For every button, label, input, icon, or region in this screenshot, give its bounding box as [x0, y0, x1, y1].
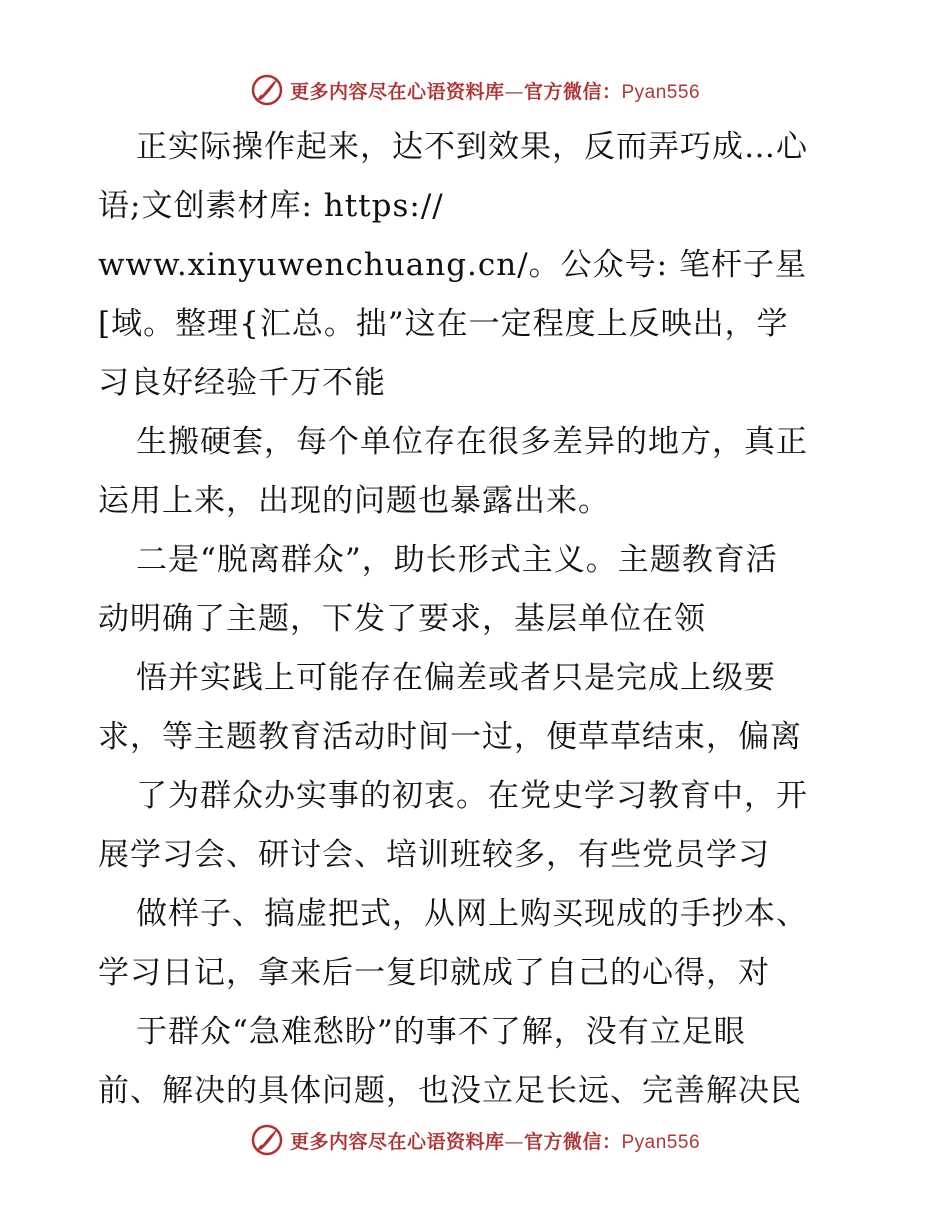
body-line-11: 求，等主题教育活动时间一过，便草草结束，偏离 [98, 719, 802, 755]
footer-banner-wechat-id: Pyan556 [621, 1131, 701, 1153]
body-line-13: 展学习会、研讨会、培训班较多，有些党员学习 [98, 837, 770, 873]
header-banner-label: 官方微信： [523, 80, 622, 103]
footer-banner-separator: — [504, 1130, 524, 1153]
body-line-15: 学习日记，拿来后一复印就成了自己的心得，对 [98, 955, 770, 991]
quill-logo-icon [250, 1123, 284, 1157]
body-line-7: 运用上来，出现的问题也暴露出来。 [98, 483, 610, 519]
footer-watermark-banner [0, 1120, 950, 1160]
body-line-10: 悟并实践上可能存在偏差或者只是完成上级要 [136, 660, 776, 696]
body-line-14: 做样子、搞虚把式，从网上购买现成的手抄本、 [136, 896, 808, 932]
body-line-5: 习良好经验千万不能 [98, 365, 386, 401]
document-body [98, 118, 858, 1121]
body-line-2: 语;文创素材库: https:// [98, 188, 444, 224]
header-watermark-banner [0, 70, 950, 110]
header-banner-text [290, 77, 700, 104]
body-line-1: 正实际操作起来，达不到效果，反而弄巧成…心 [136, 129, 808, 165]
footer-banner-text [290, 1127, 700, 1154]
body-line-8: 二是“脱离群众”，助长形式主义。主题教育活 [136, 542, 778, 578]
body-line-9: 动明确了主题，下发了要求，基层单位在领 [98, 601, 706, 637]
body-line-17: 前、解决的具体问题，也没立足长远、完善解决民 [98, 1073, 802, 1109]
header-banner-slogan: 更多内容尽在心语资料库 [289, 80, 505, 103]
body-line-4: [域。整理{汇总。拙”这在一定程度上反映出，学 [98, 306, 789, 342]
header-banner-wechat-id: Pyan556 [621, 81, 701, 103]
footer-banner-label: 官方微信： [523, 1130, 622, 1153]
body-line-6: 生搬硬套，每个单位存在很多差异的地方，真正 [136, 424, 808, 460]
body-line-12: 了为群众办实事的初衷。在党史学习教育中，开 [136, 778, 808, 814]
quill-logo-icon [250, 73, 284, 107]
header-banner-separator: — [504, 80, 524, 103]
footer-banner-slogan: 更多内容尽在心语资料库 [289, 1130, 505, 1153]
body-line-3: www.xinyuwenchuang.cn/。公众号: 笔杆子星 [98, 247, 807, 283]
body-line-16: 于群众“急难愁盼”的事不了解，没有立足眼 [136, 1014, 746, 1050]
